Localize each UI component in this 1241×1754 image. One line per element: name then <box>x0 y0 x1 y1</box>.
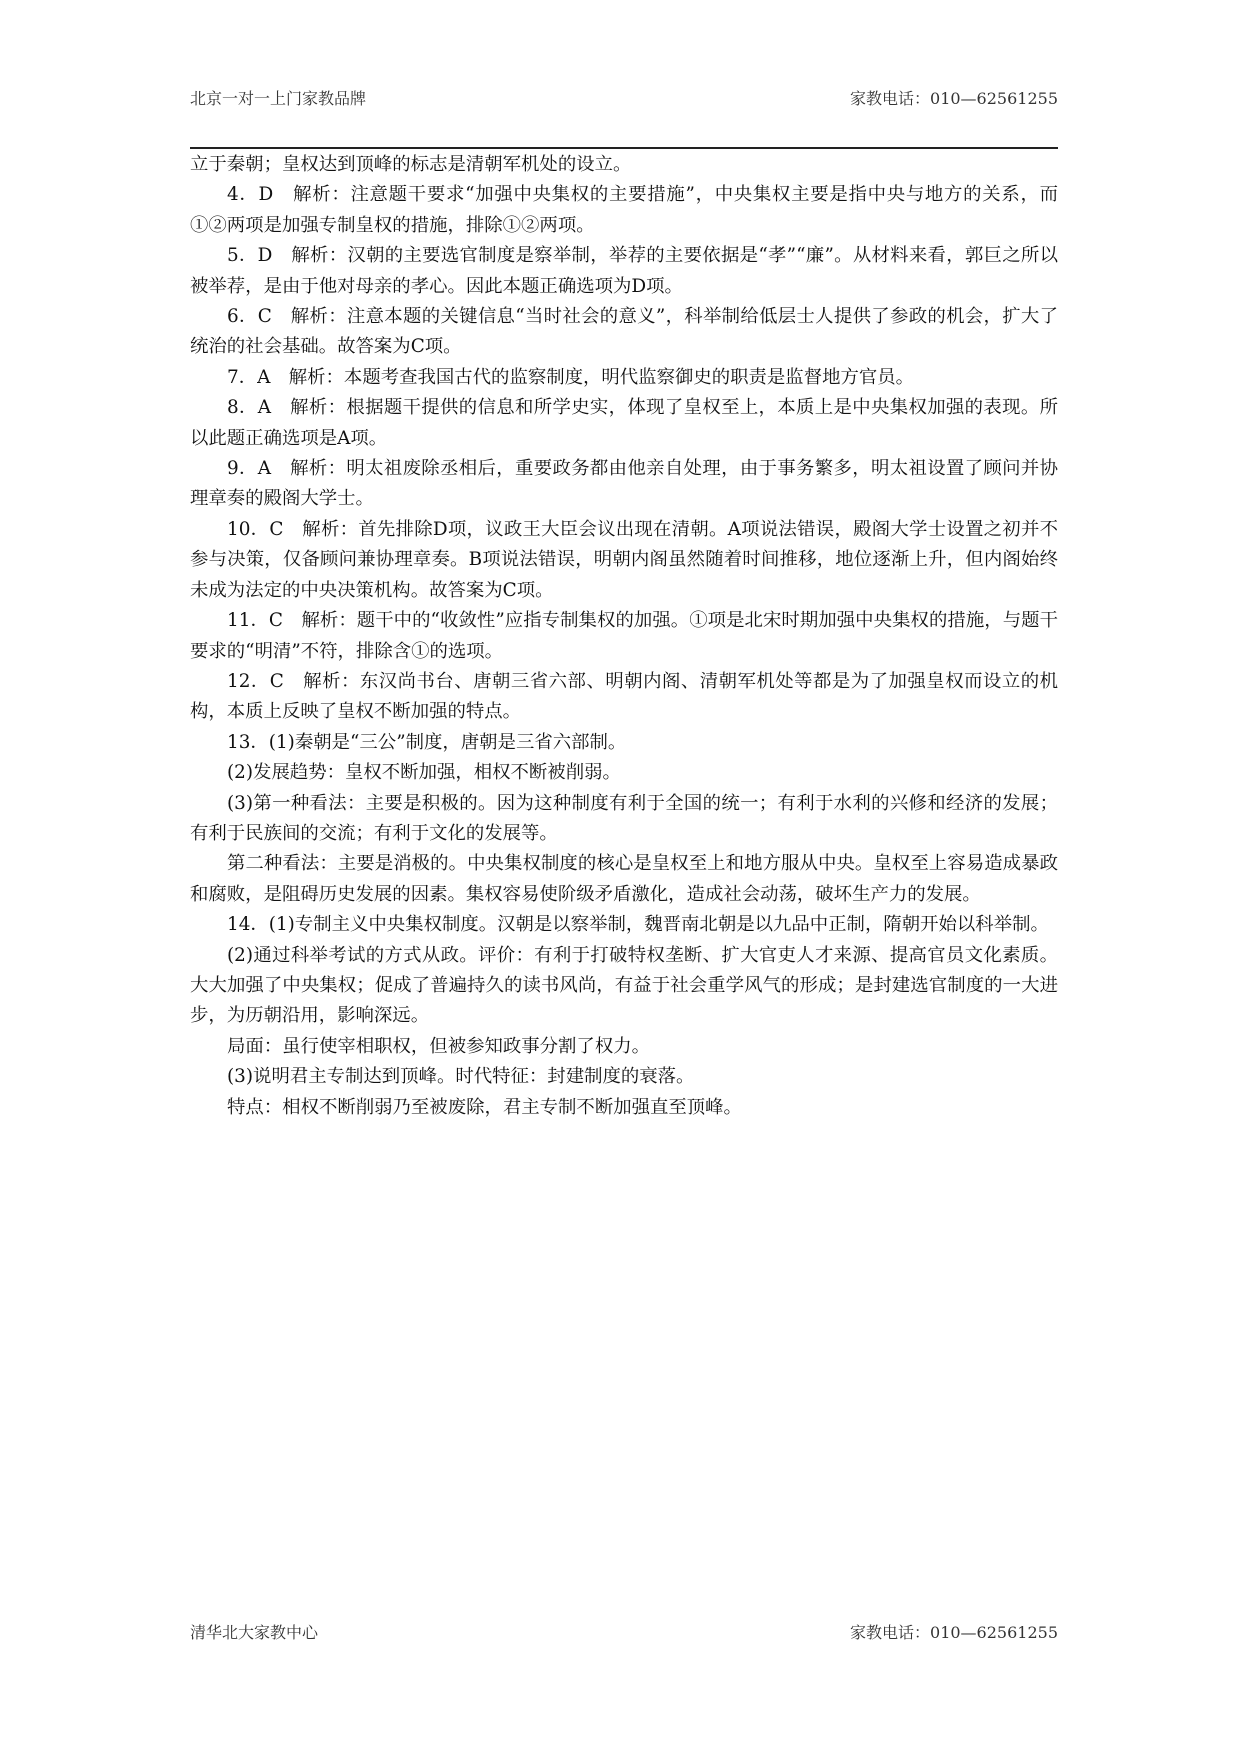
answer-8: 8．A 解析：根据题干提供的信息和所学史实，体现了皇权至上，本质上是中央集权加强的表现。所以此题正确选项是A项。 <box>190 397 1058 449</box>
answer-14-part-3: (3)说明君主专制达到顶峰。时代特征：封建制度的衰落。 <box>227 1066 695 1088</box>
answer-13-part-2: (2)发展趋势：皇权不断加强，相权不断被削弱。 <box>227 762 621 784</box>
answer-9: 9．A 解析：明太祖废除丞相后，重要政务都由他亲自处理，由于事务繁多，明太祖设置了顾问并协理章奏的殿阁大学士。 <box>190 458 1058 510</box>
answer-14-part-2: (2)通过科举考试的方式从政。评价：有利于打破特权垄断、扩大官吏人才来源、提高官员文化素质。大大加强了中央集权；促成了普遍持久的读书风尚，有益于社会重学风气的形成；是封建选官制度的一大进步，为历朝沿用，影响深远。 <box>190 944 1058 1027</box>
answer-13-part-3-view-2: 第二种看法：主要是消极的。中央集权制度的核心是皇权至上和地方服从中央。皇权至上容易造成暴政和腐败，是阻碍历史发展的因素。集权容易使阶级矛盾激化，造成社会动荡，破坏生产力的发展。 <box>190 853 1058 905</box>
page-header <box>190 86 1058 116</box>
answer-7: 7．A 解析：本题考查我国古代的监察制度，明代监察御史的职责是监督地方官员。 <box>227 366 915 388</box>
footer-center-name: 清华北大家教中心 <box>190 1623 319 1642</box>
answer-12: 12．C 解析：东汉尚书台、唐朝三省六部、明朝内阁、清朝军机处等都是为了加强皇权而设立的机构，本质上反映了皇权不断加强的特点。 <box>190 670 1058 723</box>
answer-14-part-1: 14．(1)专制主义中央集权制度。汉朝是以察举制，魏晋南北朝是以九品中正制，隋朝开始以科举制。 <box>227 914 1049 936</box>
page-footer <box>190 1620 1058 1650</box>
answer-5: 5．D 解析：汉朝的主要选官制度是察举制，举荐的主要依据是“孝”“廉”。从材料来看，郭巨之所以被举荐，是由于他对母亲的孝心。因此本题正确选项为D项。 <box>190 245 1058 297</box>
answer-14-part-3-feature: 特点：相权不断削弱乃至被废除，君主专制不断加强直至顶峰。 <box>227 1096 742 1118</box>
answer-4: 4．D 解析：注意题干要求“加强中央集权的主要措施”，中央集权主要是指中央与地方的关系，而①②两项是加强专制皇权的措施，排除①②两项。 <box>190 184 1058 236</box>
header-phone: 家教电话：010—62561255 <box>850 89 1058 108</box>
answer-6: 6．C 解析：注意本题的关键信息“当时社会的意义”，科举制给低层士人提供了参政的机会，扩大了统治的社会基础。故答案为C项。 <box>190 306 1058 358</box>
answer-13-part-3: (3)第一种看法：主要是积极的。因为这种制度有利于全国的统一；有利于水利的兴修和经济的发展；有利于民族间的交流；有利于文化的发展等。 <box>190 792 1058 844</box>
answer-14-part-2-situation: 局面：虽行使宰相职权，但被参知政事分割了权力。 <box>227 1035 650 1057</box>
answer-13-part-1: 13．(1)秦朝是“三公”制度，唐朝是三省六部制。 <box>227 731 627 753</box>
header-divider <box>190 147 1058 149</box>
footer-phone: 家教电话：010—62561255 <box>850 1623 1058 1642</box>
answer-text <box>190 150 1058 1123</box>
answer-11: 11．C 解析：题干中的“收敛性”应指专制集权的加强。①项是北宋时期加强中央集权的措施，与题干要求的“明清”不符，排除含①的选项。 <box>190 610 1058 662</box>
answer-10: 10．C 解析：首先排除D项，议政王大臣会议出现在清朝。A项说法错误，殿阁大学士设置之初并不参与决策，仅备顾问兼协理章奏。B项说法错误，明朝内阁虽然随着时间推移，地位逐渐上升，但内阁始终未成为法定的中央决策机构。故答案为C项。 <box>190 518 1058 601</box>
paragraph-continuation: 立于秦朝；皇权达到顶峰的标志是清朝军机处的设立。 <box>190 154 632 175</box>
header-brand: 北京一对一上门家教品牌 <box>190 89 367 108</box>
